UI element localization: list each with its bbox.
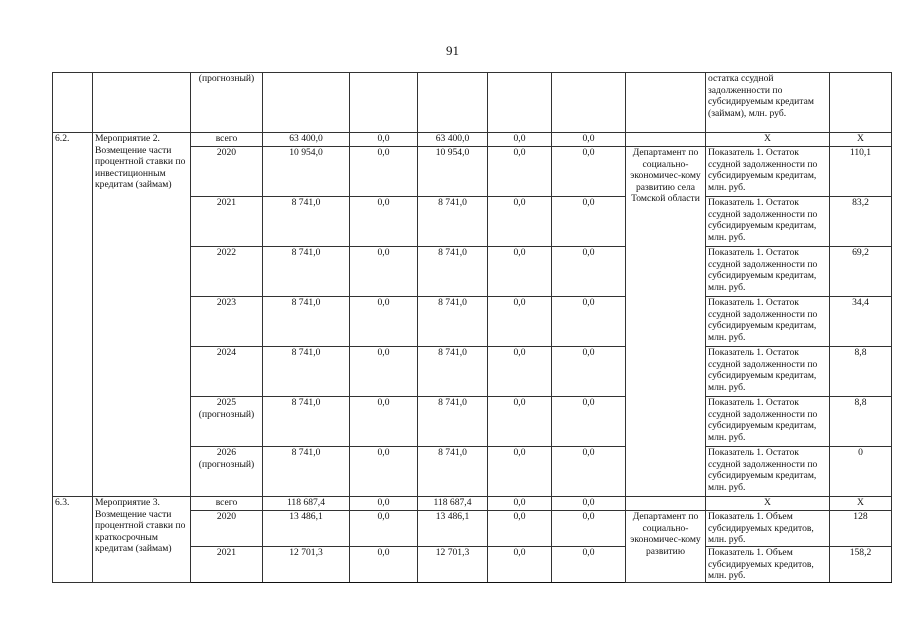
m2-loc: 0,0 bbox=[488, 247, 552, 297]
m2-reg: 8 741,0 bbox=[418, 397, 488, 447]
m2-value: 110,1 bbox=[830, 147, 892, 197]
cell-reg bbox=[418, 73, 488, 133]
cell-dept bbox=[626, 73, 706, 133]
m2-sum: 8 741,0 bbox=[263, 197, 350, 247]
m3-ext: 0,0 bbox=[552, 547, 626, 583]
m2-fed: 0,0 bbox=[350, 347, 418, 397]
m2-sum: 8 741,0 bbox=[263, 447, 350, 497]
m2-total-sum: 63 400,0 bbox=[263, 133, 350, 147]
m3-year: 2021 bbox=[191, 547, 263, 583]
m2-ext: 0,0 bbox=[552, 397, 626, 447]
m2-year bbox=[191, 447, 263, 497]
m2-ext: 0,0 bbox=[552, 347, 626, 397]
m2-sum: 8 741,0 bbox=[263, 297, 350, 347]
m2-total-row bbox=[53, 133, 892, 147]
m2-loc: 0,0 bbox=[488, 197, 552, 247]
m2-value: 8,8 bbox=[830, 397, 892, 447]
m2-indicator: Показатель 1. Остаток ссудной задолженности по субсидируемым кредитам, млн. руб. bbox=[706, 197, 830, 247]
m3-total-indicator: Х bbox=[706, 497, 830, 511]
m2-value: 8,8 bbox=[830, 347, 892, 397]
m2-total-value: Х bbox=[830, 133, 892, 147]
m2-indicator: Показатель 1. Остаток ссудной задолженности по субсидируемым кредитам, млн. руб. bbox=[706, 147, 830, 197]
m2-indicator: Показатель 1. Остаток ссудной задолженности по субсидируемым кредитам, млн. руб. bbox=[706, 347, 830, 397]
m2-fed: 0,0 bbox=[350, 297, 418, 347]
m2-total-indicator: Х bbox=[706, 133, 830, 147]
year-label: 2025 bbox=[216, 397, 237, 408]
m3-sum: 13 486,1 bbox=[263, 511, 350, 547]
m2-fed: 0,0 bbox=[350, 247, 418, 297]
m3-total-ext: 0,0 bbox=[552, 497, 626, 511]
year-note: (прогнозный) bbox=[198, 408, 255, 420]
m3-total-value: Х bbox=[830, 497, 892, 511]
m3-value: 158,2 bbox=[830, 547, 892, 583]
m3-fed: 0,0 bbox=[350, 511, 418, 547]
cell-name bbox=[93, 73, 191, 133]
year-label: 2026 bbox=[216, 447, 237, 458]
m2-sum: 10 954,0 bbox=[263, 147, 350, 197]
m3-value: 128 bbox=[830, 511, 892, 547]
m2-loc: 0,0 bbox=[488, 147, 552, 197]
m2-value: 34,4 bbox=[830, 297, 892, 347]
m2-year: 2020 bbox=[191, 147, 263, 197]
m2-total-dept bbox=[626, 133, 706, 147]
m3-total-dept bbox=[626, 497, 706, 511]
m3-reg: 12 701,3 bbox=[418, 547, 488, 583]
m2-ext: 0,0 bbox=[552, 247, 626, 297]
m2-year: 2022 bbox=[191, 247, 263, 297]
m2-loc: 0,0 bbox=[488, 297, 552, 347]
m2-sum: 8 741,0 bbox=[263, 347, 350, 397]
m2-ext: 0,0 bbox=[552, 447, 626, 497]
m2-sum: 8 741,0 bbox=[263, 397, 350, 447]
m3-total-fed: 0,0 bbox=[350, 497, 418, 511]
m2-year: 2021 bbox=[191, 197, 263, 247]
m2-reg: 8 741,0 bbox=[418, 447, 488, 497]
m2-reg: 8 741,0 bbox=[418, 297, 488, 347]
m3-total-reg: 118 687,4 bbox=[418, 497, 488, 511]
cell-fed bbox=[350, 73, 418, 133]
cell-ext bbox=[552, 73, 626, 133]
m2-value: 83,2 bbox=[830, 197, 892, 247]
m3-indicator: Показатель 1. Объем субсидируемых кредитов, млн. руб. bbox=[706, 547, 830, 583]
m3-fed: 0,0 bbox=[350, 547, 418, 583]
cell-year: (прогнозный) bbox=[191, 73, 263, 133]
m3-total-sum: 118 687,4 bbox=[263, 497, 350, 511]
cell-sum bbox=[263, 73, 350, 133]
m2-indicator: Показатель 1. Остаток ссудной задолженности по субсидируемым кредитам, млн. руб. bbox=[706, 297, 830, 347]
m2-num: 6.2. bbox=[53, 133, 93, 497]
m2-total-fed: 0,0 bbox=[350, 133, 418, 147]
m2-fed: 0,0 bbox=[350, 147, 418, 197]
cell-value bbox=[830, 73, 892, 133]
m2-ext: 0,0 bbox=[552, 297, 626, 347]
cell-indicator: остатка ссудной задолженности по субсидируемым кредитам (займам), млн. руб. bbox=[706, 73, 830, 133]
m2-fed: 0,0 bbox=[350, 447, 418, 497]
m3-reg: 13 486,1 bbox=[418, 511, 488, 547]
program-table bbox=[52, 72, 892, 583]
m3-name: Мероприятие 3. Возмещение части процентной ставки по краткосрочным кредитам (займам) bbox=[93, 497, 191, 583]
m2-indicator: Показатель 1. Остаток ссудной задолженности по субсидируемым кредитам, млн. руб. bbox=[706, 447, 830, 497]
m2-year: 2024 bbox=[191, 347, 263, 397]
m2-fed: 0,0 bbox=[350, 197, 418, 247]
m2-reg: 10 954,0 bbox=[418, 147, 488, 197]
m3-indicator: Показатель 1. Объем субсидируемых кредитов, млн. руб. bbox=[706, 511, 830, 547]
m2-loc: 0,0 bbox=[488, 397, 552, 447]
m3-year: 2020 bbox=[191, 511, 263, 547]
m2-loc: 0,0 bbox=[488, 347, 552, 397]
cell-loc bbox=[488, 73, 552, 133]
m2-total-ext: 0,0 bbox=[552, 133, 626, 147]
m2-total-year: всего bbox=[191, 133, 263, 147]
m2-indicator: Показатель 1. Остаток ссудной задолженности по субсидируемым кредитам, млн. руб. bbox=[706, 397, 830, 447]
m2-year bbox=[191, 397, 263, 447]
m3-dept: Департамент по социально-экономичес-кому развитию bbox=[626, 511, 706, 583]
m2-fed: 0,0 bbox=[350, 397, 418, 447]
m2-sum: 8 741,0 bbox=[263, 247, 350, 297]
m2-reg: 8 741,0 bbox=[418, 347, 488, 397]
m2-ext: 0,0 bbox=[552, 197, 626, 247]
m2-reg: 8 741,0 bbox=[418, 247, 488, 297]
page-number: 91 bbox=[446, 43, 459, 58]
m3-total-loc: 0,0 bbox=[488, 497, 552, 511]
continuation-row bbox=[53, 73, 892, 133]
m3-total-year: всего bbox=[191, 497, 263, 511]
m2-year: 2023 bbox=[191, 297, 263, 347]
m2-reg: 8 741,0 bbox=[418, 197, 488, 247]
m2-loc: 0,0 bbox=[488, 447, 552, 497]
cell-num bbox=[53, 73, 93, 133]
m2-indicator: Показатель 1. Остаток ссудной задолженности по субсидируемым кредитам, млн. руб. bbox=[706, 247, 830, 297]
m3-ext: 0,0 bbox=[552, 511, 626, 547]
m3-total-row bbox=[53, 497, 892, 511]
m3-loc: 0,0 bbox=[488, 511, 552, 547]
m3-sum: 12 701,3 bbox=[263, 547, 350, 583]
m2-dept: Департамент по социально-экономичес-кому развитию села Томской области bbox=[626, 147, 706, 497]
m2-total-loc: 0,0 bbox=[488, 133, 552, 147]
year-note: (прогнозный) bbox=[198, 458, 255, 470]
m2-total-reg: 63 400,0 bbox=[418, 133, 488, 147]
m2-name: Мероприятие 2. Возмещение части процентной ставки по инвестиционным кредитам (займам) bbox=[93, 133, 191, 497]
m2-value: 69,2 bbox=[830, 247, 892, 297]
m2-value: 0 bbox=[830, 447, 892, 497]
m2-ext: 0,0 bbox=[552, 147, 626, 197]
m3-num: 6.3. bbox=[53, 497, 93, 583]
m3-loc: 0,0 bbox=[488, 547, 552, 583]
